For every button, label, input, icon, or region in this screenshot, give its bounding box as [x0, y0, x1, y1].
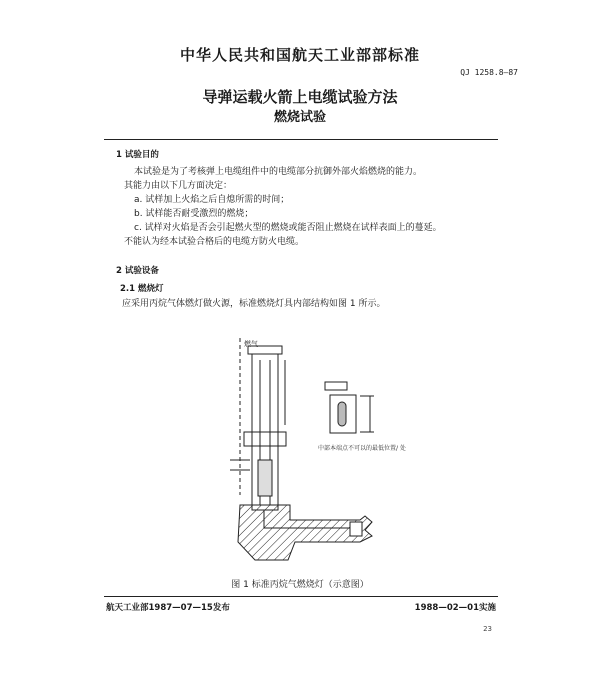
document-title: 导弹运载火箭上电缆试验方法 [202, 88, 398, 106]
section-1-paragraph: 本试验是为了考核弹上电缆组件中的电缆部分抗御外部火焰燃烧的能力。 [134, 167, 423, 177]
list-item-c: c. 试样对火焰是否会引起燃火型的燃烧或能否阻止燃烧在试样表面上的蔓延。 [134, 223, 442, 233]
footer-divider [104, 596, 498, 597]
list-item-b: b. 试样能否耐受激烈的燃烧； [134, 209, 254, 219]
section-1-heading: 1 试验目的 [116, 150, 159, 160]
figure-caption: 图 1 标准丙烷气燃烧灯（示意图） [231, 580, 369, 590]
document-subtitle: 燃烧试验 [273, 110, 326, 125]
section-2-1-heading: 2.1 燃烧灯 [120, 284, 164, 294]
standard-number: QJ 1258.8—87 [460, 68, 518, 77]
issue-date: 航天工业部1987—07—15发布 [106, 603, 230, 613]
gas-jet [258, 460, 272, 496]
detail-note: 中部本端点不可以的最低位置/ 处 [318, 445, 406, 452]
burner-collar [244, 432, 286, 446]
detail-slot [338, 402, 346, 426]
detail-top [325, 382, 347, 390]
detail-view [325, 382, 374, 433]
label-gas: 燃气 [244, 340, 258, 348]
burner-figure [200, 320, 430, 575]
header-divider [104, 139, 498, 140]
section-1-line: 其能力由以下几方面决定： [124, 181, 233, 191]
section-2-1-paragraph: 应采用丙烷气体燃灯做火源，标准燃烧灯具内部结构如图 1 所示。 [122, 299, 386, 309]
list-item-a: a. 试样加上火焰之后自熄所需的时间； [134, 195, 290, 205]
page-number: 23 [483, 625, 492, 633]
effective-date: 1988—02—01实施 [414, 603, 496, 613]
hose-nozzle [350, 522, 362, 536]
ministry-header: 中华人民共和国航天工业部部标准 [179, 46, 420, 64]
section-2-heading: 2 试验设备 [116, 266, 159, 276]
section-1-note: 不能认为经本试验合格后的电缆方防火电缆。 [124, 237, 305, 247]
